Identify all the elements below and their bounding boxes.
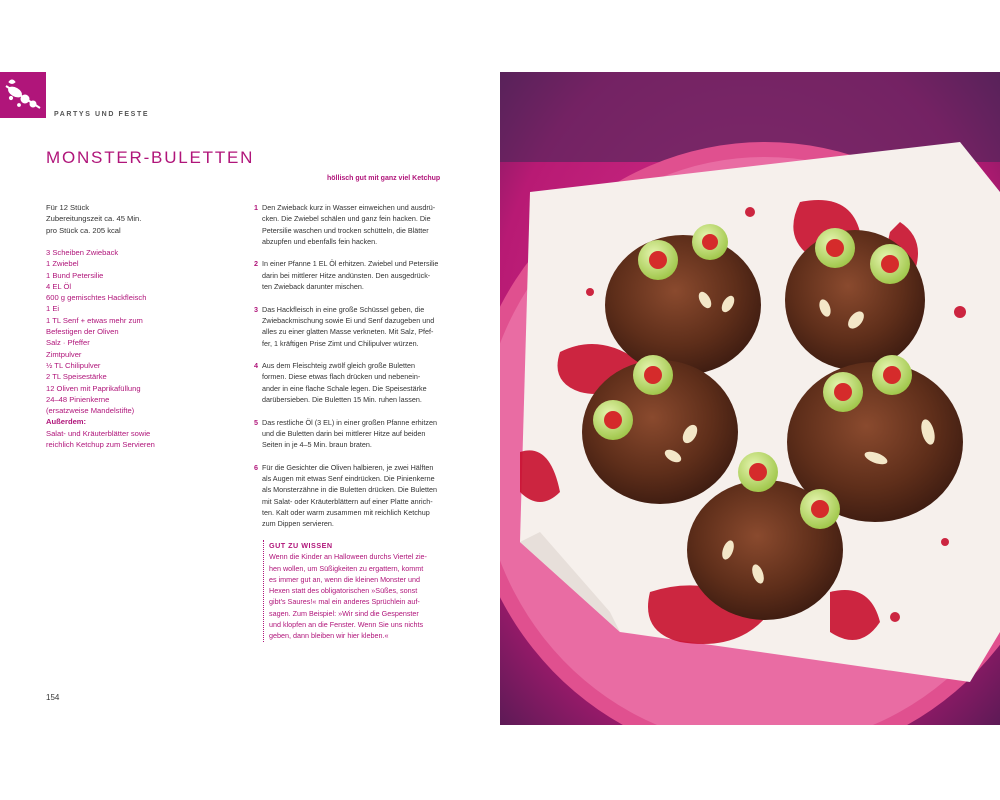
ingredient-item: 1 Zwiebel [46,259,79,269]
step-number: 4 [254,361,258,371]
step-4 [254,360,460,405]
tip-heading: GUT ZU WISSEN [269,541,333,550]
tip-line: es immer gut an, wenn die kleinen Monster und [269,574,421,584]
tip-box [263,540,463,642]
step-5 [254,417,460,451]
ingredient-item: 24–48 Pinienkerne [46,394,110,404]
tip-line: hen wollen, um Süßigkeiten zu ergattern, kommt [269,563,424,573]
step-line: fer, 1 kräftigen Prise Zimt und Chilipulver würzen. [262,338,419,348]
step-line: Zwiebackmischung sowie Ei und Senf dazugeben und [262,315,435,325]
step-line: als Augen mit etwas Senf eindrücken. Die Pinienkerne [262,474,435,484]
step-line: Seiten in je 4–5 Min. braun braten. [262,440,372,450]
recipe-subtitle: höllisch gut mit ganz viel Ketchup [327,175,441,182]
page-number: 154 [46,693,60,702]
step-line: ten Zwieback darunter mischen. [262,282,364,292]
tip-line: und klopfen an die Fenster. Wenn Sie uns nichts [269,620,424,630]
step-line: Das restliche Öl (3 EL) in einer großen Pfanne erhitzen [262,417,437,427]
section-label: PARTYS UND FESTE [54,111,150,118]
monster-meatballs-illustration [500,72,1000,725]
ingredient-item: Zimtpulver [46,349,82,359]
calories: pro Stück ca. 205 kcal [46,225,121,235]
ingredient-item: 1 Bund Petersilie [46,270,104,280]
tip-line: gibt's Saures!« mal ein anderes Sprüchlein auf- [269,597,420,607]
step-line: Für die Gesichter die Oliven halbieren, je zwei Hälften [262,462,434,472]
step-line: Das Hackfleisch in eine große Schüssel geben, die [262,304,425,314]
step-line: zum Dippen servieren. [262,519,334,529]
ingredient-item: (ersatzweise Mandelstifte) [46,406,135,416]
step-line: darin bei mittlerer Hitze andünsten. Den ausgedrück- [262,270,431,280]
ingredient-item: 2 TL Speisestärke [46,372,107,382]
step-number: 1 [254,203,258,212]
tip-line: sagen. Zum Beispiel: »Wir sind die Gespenster [269,608,419,618]
step-line: mit Salat- oder Kräuterblättern auf einer Platte anrich- [262,496,433,506]
ingredient-item: 4 EL Öl [46,281,72,291]
step-line: und die Buletten darin bei mittlerer Hitze auf beiden [262,428,426,438]
extra-label: Außerdem: [46,417,87,427]
step-line: ander in eine flache Schale legen. Die Speisestärke [262,383,427,393]
ingredient-item: 12 Oliven mit Paprikafüllung [46,383,141,393]
ingredient-item: Befestigen der Oliven [46,327,119,337]
step-3 [254,304,460,349]
step-line: Petersilie waschen und trocken schütteln, die Blätter [262,225,429,235]
recipe-meta [46,202,141,236]
instruction-list [254,202,460,541]
extra-line: Salat- und Kräuterblätter sowie [46,428,151,438]
tip-line: Hexen statt des obligatorischen »Süßes, sonst [269,586,418,596]
servings: Für 12 Stück [46,203,90,212]
tip-line: Wenn die Kinder an Halloween durchs Viertel zie- [269,552,427,562]
step-line: formen. Diese etwas flach drücken und nebenein- [262,372,421,382]
recipe-title: MONSTER-BULETTEN [46,148,255,167]
ingredient-item: 1 Ei [46,304,60,314]
ingredient-item: Salz · Pfeffer [46,338,90,348]
step-number: 2 [254,259,258,269]
extra-line: reichlich Ketchup zum Servieren [46,440,155,450]
step-line: alles zu einer glatten Masse verkneten. Mit Salz, Pfef- [262,327,434,337]
step-line: ten. Kalt oder warm zusammen mit reichlich Ketchup [262,508,430,518]
step-number: 6 [254,462,258,472]
step-2 [254,258,460,292]
step-line: Den Zwieback kurz in Wasser einweichen und ausdrü- [262,203,436,212]
party-skewer-icon [0,72,46,118]
step-line: darübersieben. Die Buletten 15 Min. ruhen lassen. [262,395,422,405]
step-line: In einer Pfanne 1 EL Öl erhitzen. Zwiebel und Petersilie [262,259,439,269]
step-number: 3 [254,304,258,314]
ingredient-list [46,247,155,450]
tip-line: geben, dann bleiben wir hier kleben.« [269,631,389,641]
step-line: als Monsterzähne in die Buletten drücken. Die Buletten [262,485,437,495]
ingredient-item: 600 g gemischtes Hackfleisch [46,293,147,303]
step-6 [254,462,460,530]
step-1 [254,202,460,247]
ingredient-item: 1 TL Senf + etwas mehr zum [46,315,143,325]
recipe-photo [500,72,1000,725]
ingredient-item: 3 Scheiben Zwieback [46,248,119,257]
ingredient-item: ½ TL Chilipulver [46,360,101,370]
step-number: 5 [254,417,258,427]
step-line: abzupfen und ebenfalls fein hacken. [262,236,378,246]
section-icon-box [0,72,46,118]
prep-time: Zubereitungszeit ca. 45 Min. [46,214,142,224]
step-line: cken. Die Zwiebel schälen und ganz fein hacken. Die [262,214,431,224]
step-line: Aus dem Fleischteig zwölf gleich große Buletten [262,361,416,371]
